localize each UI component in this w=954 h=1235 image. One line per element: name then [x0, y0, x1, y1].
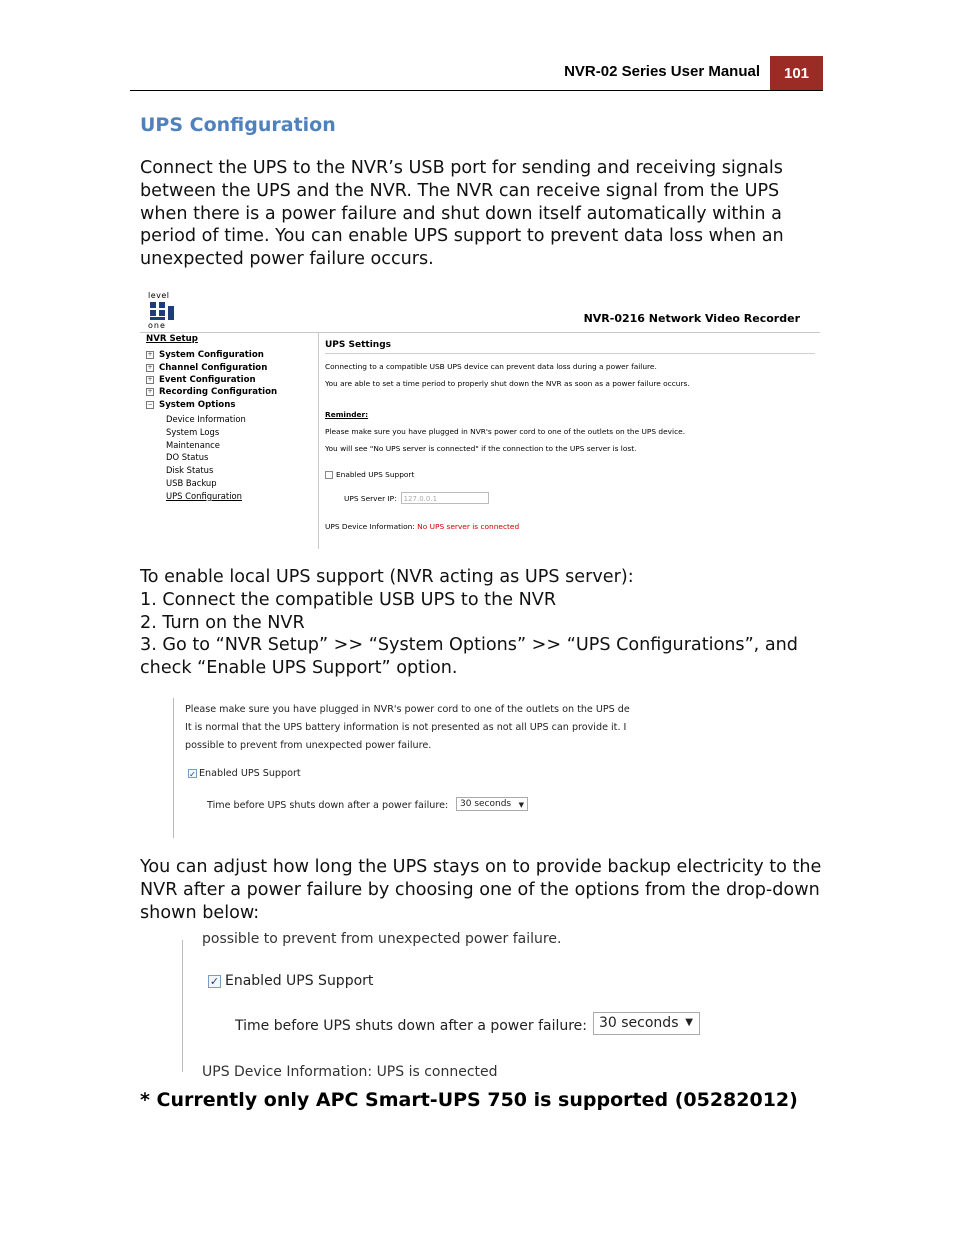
reminder-line: You will see "No UPS server is connected" if the connection to the UPS server is lost.	[325, 444, 637, 453]
server-ip-input[interactable]: 127.0.0.1	[401, 492, 489, 504]
nav-group-event-configuration[interactable]: + Event Configuration	[147, 374, 256, 385]
dropdown-arrow-icon: ▼	[518, 801, 524, 809]
reminder-line: It is normal that the UPS battery information is not presented as not all UPS can provide it. I	[185, 722, 627, 733]
step-2: 2. Turn on the NVR	[140, 612, 305, 633]
device-info-status: No UPS server is connected	[417, 522, 520, 531]
expand-icon: +	[147, 351, 153, 359]
running-header-title: NVR-02 Series User Manual	[564, 63, 760, 80]
divider	[173, 698, 174, 838]
intro-paragraph: Connect the UPS to the NVR’s USB port for sending and receiving signals between the UPS and the NVR. The NVR can receive signal from the UPS when there is a power failure and shut down itself automatically within a period of time. You can enable UPS support to prevent data loss when an unexpected power failure occurs.	[140, 158, 784, 270]
description-line: You are able to set a time period to properly shut down the NVR as soon as a power failure occurs.	[325, 379, 690, 388]
collapse-icon: −	[147, 400, 153, 408]
reminder-label: Reminder:	[325, 410, 369, 419]
nav-header-nvr-setup[interactable]: NVR Setup	[146, 334, 198, 344]
enable-ups-row	[208, 973, 373, 989]
description-line: Connecting to a compatible USB UPS device can prevent data loss during a power failure.	[325, 362, 657, 371]
enable-ups-label: Enabled UPS Support	[225, 973, 374, 989]
expand-icon: +	[147, 363, 153, 371]
steps-block	[140, 566, 830, 680]
expand-icon: +	[147, 388, 153, 396]
enable-ups-checkbox[interactable]: ✓	[209, 974, 220, 988]
server-ip-label: UPS Server IP:	[344, 493, 397, 503]
shutdown-time-label: Time before UPS shuts down after a power failure:	[235, 1018, 588, 1034]
reminder-line: Please make sure you have plugged in NVR's power cord to one of the outlets on the UPS de	[185, 704, 630, 715]
ups-enabled-screenshot	[170, 698, 635, 838]
shutdown-time-select[interactable]: 30 seconds ▼	[456, 797, 528, 811]
server-ip-row	[325, 492, 815, 504]
clipped-text: possible to prevent from unexpected power failure.	[202, 931, 562, 947]
nav-item-device-information[interactable]: Device Information	[166, 413, 246, 424]
enable-ups-label: Enabled UPS Support	[199, 768, 301, 779]
enable-ups-checkbox[interactable]: ✓	[189, 770, 196, 779]
steps-intro: To enable local UPS support (NVR acting as UPS server):	[140, 567, 634, 587]
divider	[140, 332, 820, 333]
reminder-line: possible to prevent from unexpected power failure.	[185, 740, 432, 751]
device-info-label: UPS Device Information:	[325, 522, 415, 531]
ups-settings-screenshot	[140, 287, 820, 549]
nav-group-channel-configuration[interactable]: + Channel Configuration	[147, 362, 268, 373]
enable-ups-checkbox[interactable]	[325, 471, 333, 479]
nav-group-system-options[interactable]: − System Options	[147, 399, 236, 410]
levelone-logo: level one	[146, 291, 176, 331]
shutdown-time-screenshot	[180, 931, 710, 1080]
enable-ups-label: Enabled UPS Support	[336, 470, 415, 479]
nav-group-system-configuration[interactable]: + System Configuration	[147, 350, 264, 361]
support-note: * Currently only APC Smart-UPS 750 is supported (05282012)	[140, 1089, 798, 1111]
step-1: 1. Connect the compatible USB UPS to the NVR	[140, 589, 557, 610]
device-info-row	[325, 522, 815, 531]
clipped-text: UPS Device Information: UPS is connected	[202, 1064, 498, 1080]
nav-item-ups-configuration[interactable]: UPS Configuration	[166, 490, 242, 501]
enable-ups-row	[325, 470, 815, 479]
dropdown-arrow-icon: ▼	[685, 1017, 693, 1028]
adjust-paragraph: You can adjust how long the UPS stays on to provide backup electricity to the NVR after a power failure by choosing one of the options from the drop-down shown below:	[140, 857, 822, 923]
nav-item-do-status[interactable]: DO Status	[166, 452, 209, 463]
panel-title: UPS Settings	[325, 340, 815, 354]
device-title: NVR-0216 Network Video Recorder	[583, 312, 800, 325]
page-number-badge: 101	[770, 56, 823, 91]
shutdown-time-select[interactable]: 30 seconds ▼	[593, 1012, 700, 1035]
nav-item-maintenance[interactable]: Maintenance	[166, 439, 220, 450]
nav-item-disk-status[interactable]: Disk Status	[166, 465, 214, 476]
logo-grid-icon	[150, 302, 174, 322]
nav-group-recording-configuration[interactable]: + Recording Configuration	[147, 387, 278, 398]
expand-icon: +	[147, 375, 153, 383]
step-3: 3. Go to “NVR Setup” >> “System Options” >> “UPS Configurations”, and check “Enable UPS Support” option.	[140, 635, 798, 679]
ups-settings-panel	[325, 340, 815, 531]
nvr-setup-nav	[146, 334, 316, 504]
shutdown-time-label: Time before UPS shuts down after a power failure:	[207, 800, 449, 811]
section-title: UPS Configuration	[140, 114, 336, 136]
header-rule	[130, 90, 823, 91]
nav-item-system-logs[interactable]: System Logs	[166, 426, 220, 437]
divider	[182, 940, 183, 1072]
divider	[318, 333, 319, 549]
reminder-line: Please make sure you have plugged in NVR's power cord to one of the outlets on the UPS device.	[325, 427, 686, 436]
nav-item-usb-backup[interactable]: USB Backup	[166, 477, 217, 488]
